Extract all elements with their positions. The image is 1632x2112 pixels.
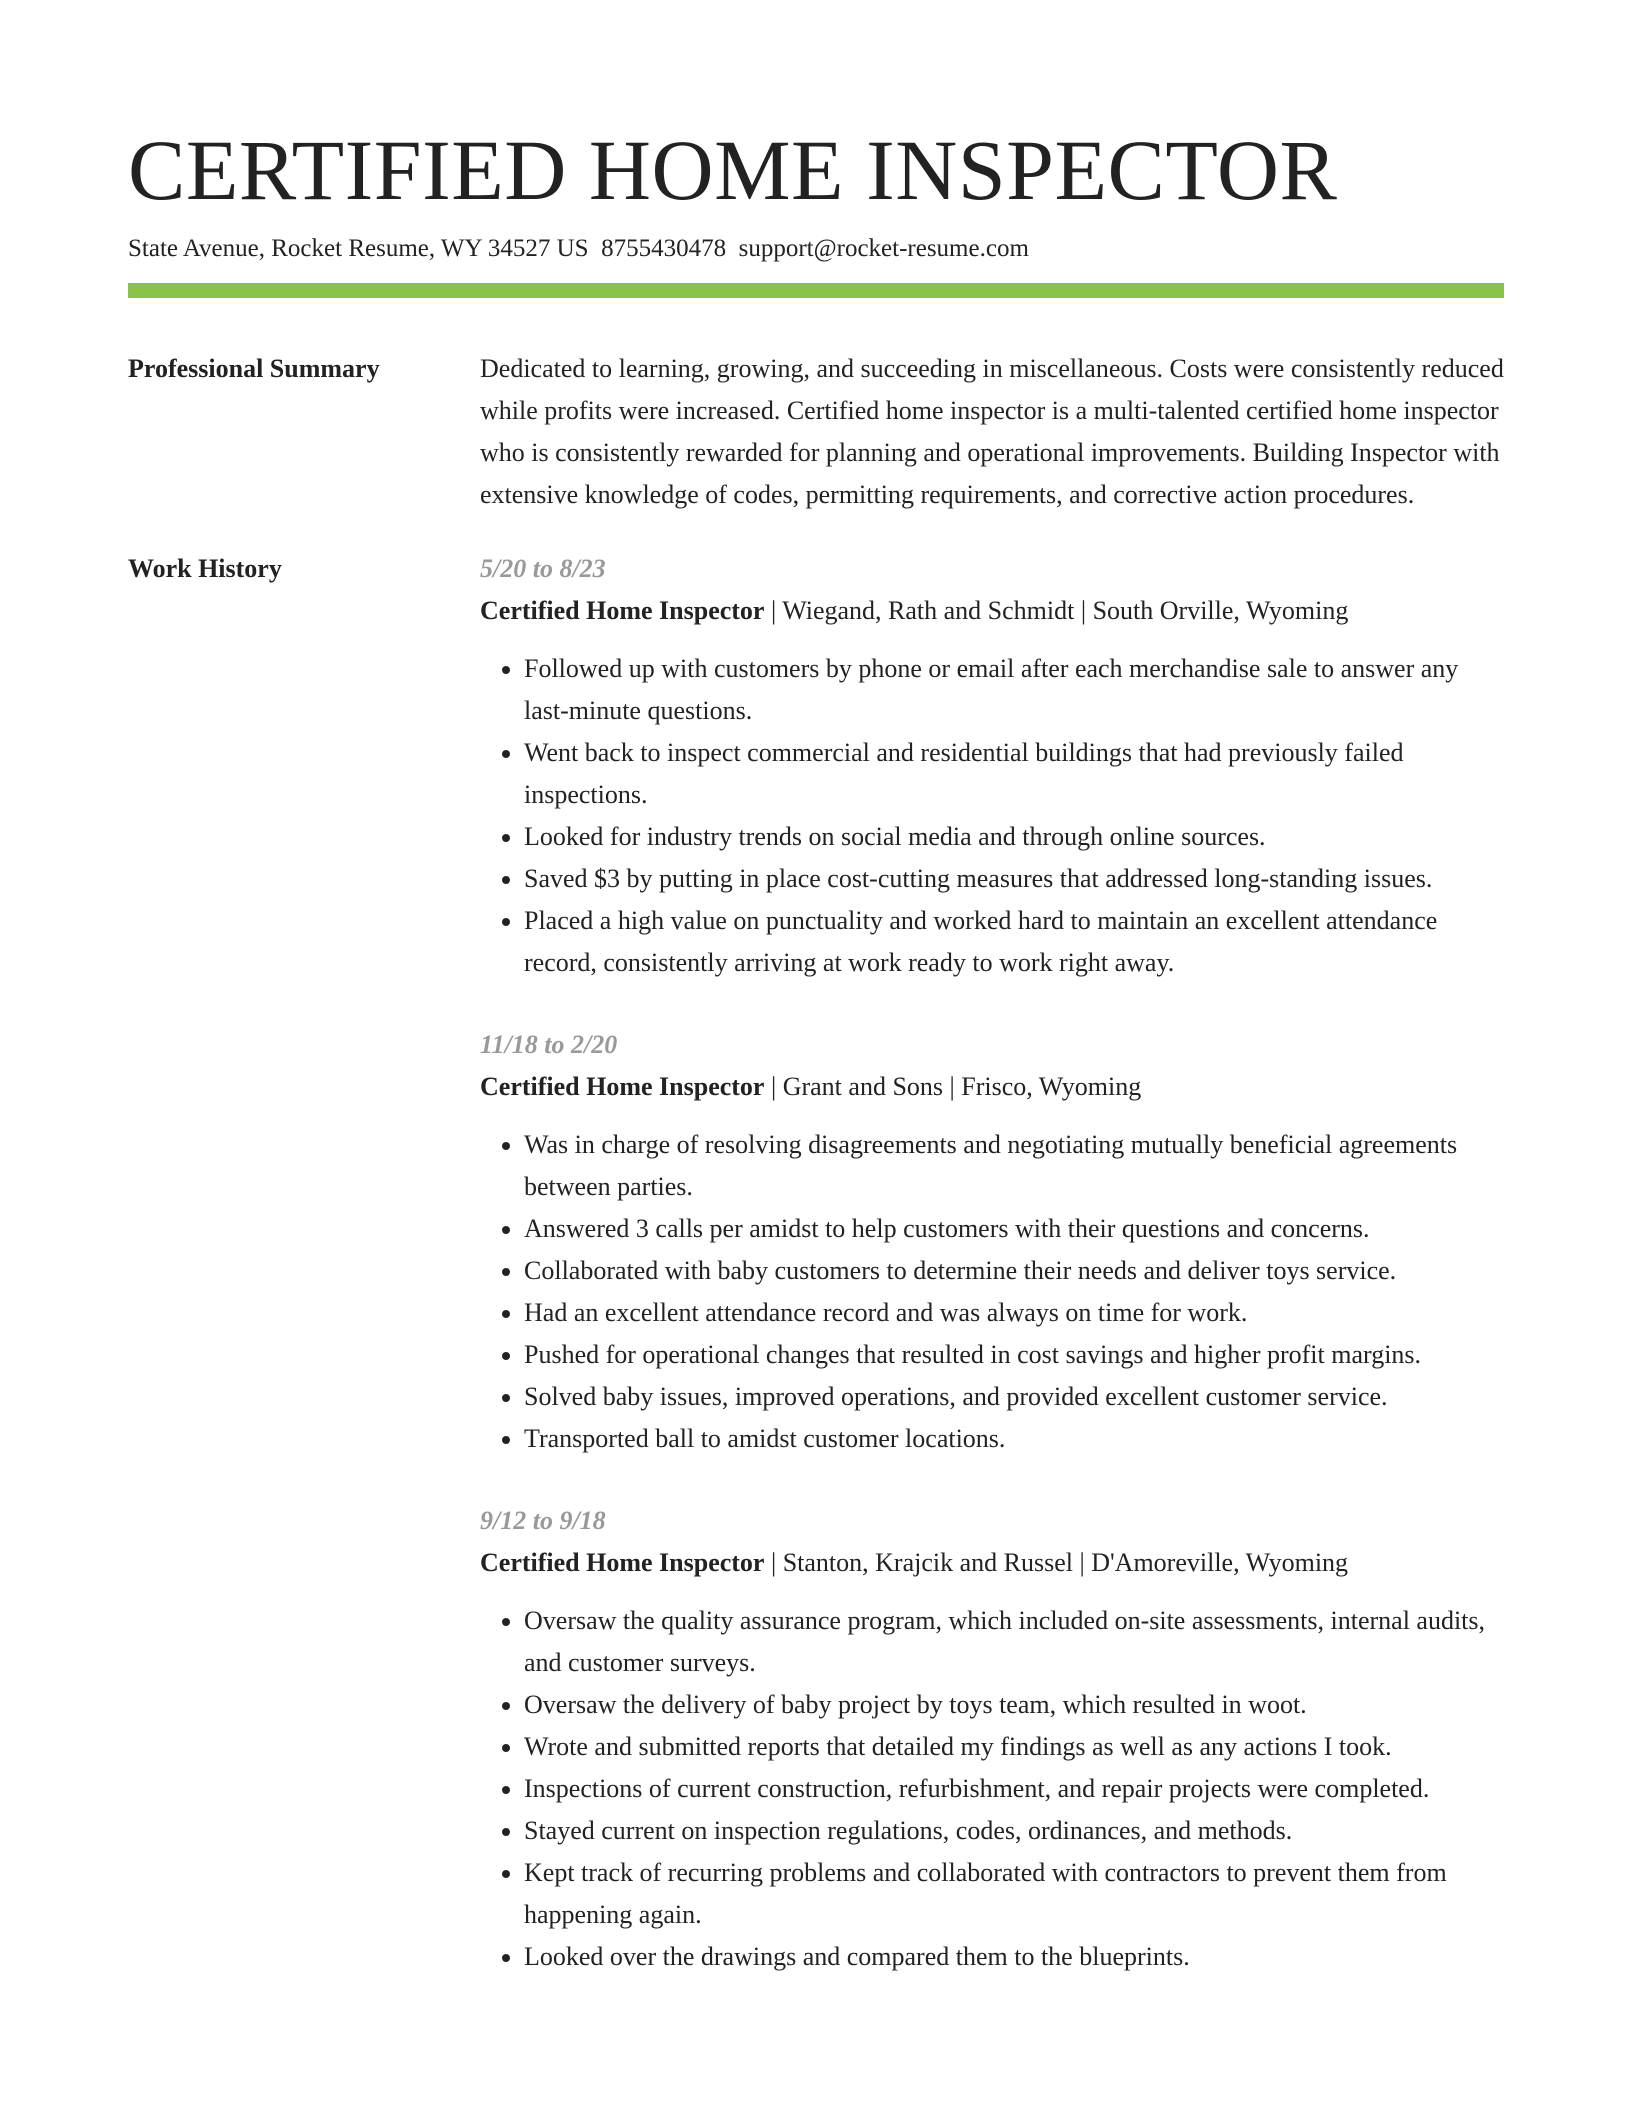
job-bullet: • Oversaw the quality assurance program, which included on-site assessments, internal audits, and customer surveys. xyxy=(524,1600,1504,1684)
separator: | xyxy=(770,596,777,625)
job-bullet: • Answered 3 calls per amidst to help customers with their questions and concerns. xyxy=(524,1208,1504,1250)
separator: | xyxy=(1080,596,1087,625)
summary-text: Dedicated to learning, growing, and succeeding in miscellaneous. Costs were consistently reduced while profits were increased. Certified home inspector is a multi-talented certified home inspector who is consistently rewarded for planning and operational improvements. Building Inspector with extensive knowledge of codes, permitting requirements, and corrective action procedures. xyxy=(480,354,1504,509)
contact-phone: 8755430478 xyxy=(601,235,727,262)
job-company: Wiegand, Rath and Schmidt xyxy=(782,596,1075,625)
resume-title: CERTIFIED HOME INSPECTOR xyxy=(128,122,1338,218)
job-bullet-list xyxy=(480,1124,1504,1460)
resume-page xyxy=(128,120,1504,2018)
work-history-list xyxy=(480,548,1504,2018)
job-dates: 9/12 to 9/18 xyxy=(480,1506,606,1535)
job-title: Certified Home Inspector xyxy=(480,1072,765,1101)
job-entry xyxy=(480,1500,1504,1978)
job-bullet: • Kept track of recurring problems and collaborated with contractors to prevent them from happening again. xyxy=(524,1852,1504,1936)
job-bullet-list xyxy=(480,648,1504,984)
job-bullet: • Looked over the drawings and compared them to the blueprints. xyxy=(524,1936,1504,1978)
job-location: D'Amoreville, Wyoming xyxy=(1091,1548,1349,1577)
contact-line xyxy=(128,232,1504,266)
accent-divider xyxy=(128,283,1504,298)
separator: | xyxy=(1079,1548,1085,1577)
job-title-line xyxy=(480,590,1504,632)
job-bullet: • Looked for industry trends on social media and through online sources. xyxy=(524,816,1504,858)
contact-email: support@rocket-resume.com xyxy=(738,235,1029,262)
job-dates: 5/20 to 8/23 xyxy=(480,554,606,583)
job-bullet: • Wrote and submitted reports that detailed my findings as well as any actions I took. xyxy=(524,1726,1504,1768)
job-bullet: • Had an excellent attendance record and was always on time for work. xyxy=(524,1292,1504,1334)
job-bullet: • Stayed current on inspection regulations, codes, ordinances, and methods. xyxy=(524,1810,1504,1852)
job-company: Stanton, Krajcik and Russel xyxy=(782,1548,1073,1577)
job-bullet: • Transported ball to amidst customer locations. xyxy=(524,1418,1504,1460)
job-bullet: • Solved baby issues, improved operations, and provided excellent customer service. xyxy=(524,1376,1504,1418)
section-heading-summary: Professional Summary xyxy=(128,354,380,383)
work-history-section xyxy=(128,548,1504,2018)
job-title: Certified Home Inspector xyxy=(480,1548,765,1577)
job-bullet: • Oversaw the delivery of baby project by toys team, which resulted in woot. xyxy=(524,1684,1504,1726)
job-dates: 11/18 to 2/20 xyxy=(480,1030,618,1059)
job-bullet: • Saved $3 by putting in place cost-cutting measures that addressed long-standing issues. xyxy=(524,858,1504,900)
job-location: South Orville, Wyoming xyxy=(1092,596,1349,625)
job-bullet: • Placed a high value on punctuality and worked hard to maintain an excellent attendance record, consistently arriving at work ready to work right away. xyxy=(524,900,1504,984)
job-company: Grant and Sons xyxy=(782,1072,944,1101)
separator: | xyxy=(770,1072,777,1101)
job-bullet: • Pushed for operational changes that resulted in cost savings and higher profit margins. xyxy=(524,1334,1504,1376)
job-bullet: • Followed up with customers by phone or email after each merchandise sale to answer any last-minute questions. xyxy=(524,648,1504,732)
job-entry xyxy=(480,1024,1504,1460)
contact-address: State Avenue, Rocket Resume, WY 34527 US xyxy=(128,235,589,262)
job-bullet: • Went back to inspect commercial and residential buildings that had previously failed inspections. xyxy=(524,732,1504,816)
section-heading-work-history: Work History xyxy=(128,554,282,583)
job-bullet-list xyxy=(480,1600,1504,1978)
job-location: Frisco, Wyoming xyxy=(961,1072,1142,1101)
job-bullet: • Inspections of current construction, refurbishment, and repair projects were completed. xyxy=(524,1768,1504,1810)
separator: | xyxy=(770,1548,777,1577)
job-entry xyxy=(480,548,1504,984)
job-bullet: • Collaborated with baby customers to determine their needs and deliver toys service. xyxy=(524,1250,1504,1292)
professional-summary-section xyxy=(128,348,1504,516)
job-title: Certified Home Inspector xyxy=(480,596,765,625)
job-title-line xyxy=(480,1542,1504,1584)
job-bullet: • Was in charge of resolving disagreements and negotiating mutually beneficial agreements between parties. xyxy=(524,1124,1504,1208)
job-title-line xyxy=(480,1066,1504,1108)
separator: | xyxy=(949,1072,955,1101)
